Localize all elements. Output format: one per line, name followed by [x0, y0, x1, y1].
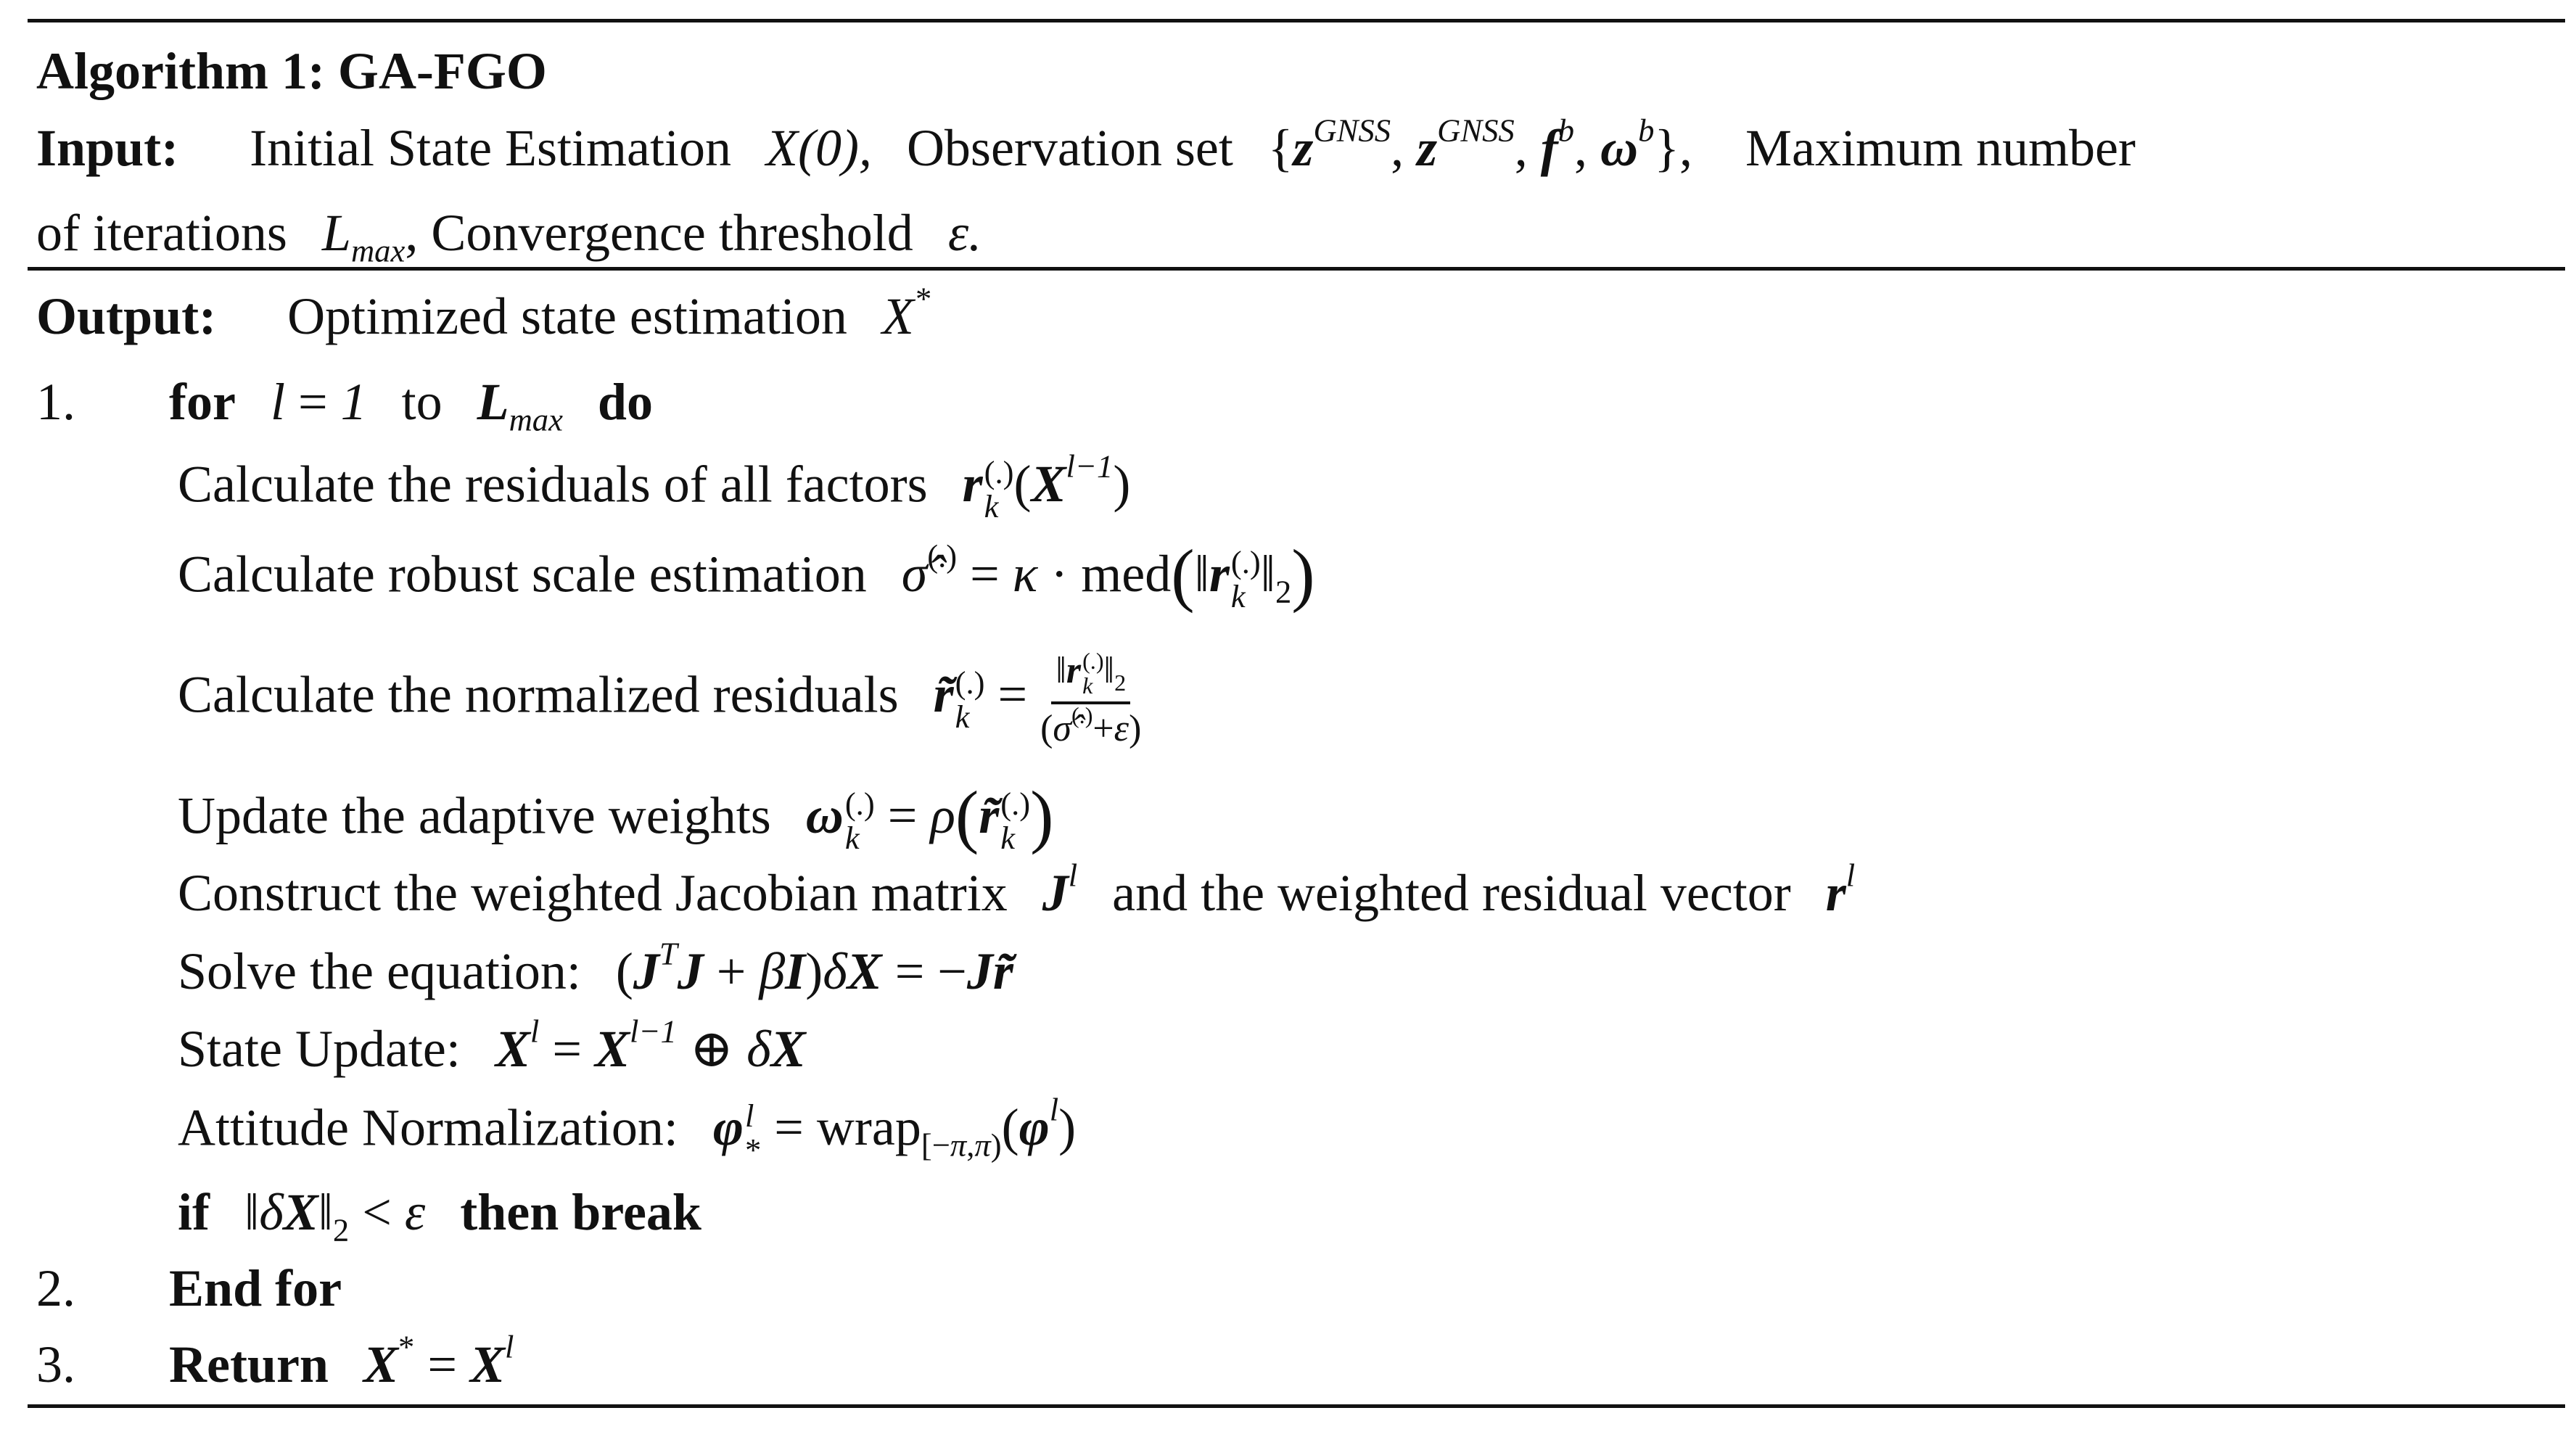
output-x: X*	[881, 280, 931, 345]
step-adaptive-weights: Update the adaptive weights ω (.) k = ρ(r̃ (.) k )	[178, 778, 1054, 856]
input-label: Input:	[36, 119, 179, 177]
step-3-return: 3. Return $X^* = X^l$	[36, 1328, 514, 1393]
step-number: 1.	[36, 373, 75, 431]
lmax: $L_{max}$,	[321, 204, 419, 269]
keyword-do: do	[597, 373, 653, 431]
robust-scale-math: σ̂(.) = κ · med(‖r (.) k $‖_2$)	[901, 536, 1315, 614]
step-attitude-normalization: Attitude Normalization: φ l * = $wrap_{[-\pi,\pi)}(\varphi^l)$	[178, 1091, 1077, 1168]
residual-math: r (.) k $(X^{l-1})$	[962, 448, 1131, 524]
input-text-4: of iterations	[36, 204, 287, 262]
step-robust-scale: Calculate robust scale estimation σ̂(.) = κ · med(‖r (.) k $‖_2$)	[178, 536, 1315, 614]
solve-math: $(J^TJ + \beta I)\delta X$ = −Jr̃	[615, 935, 1013, 1000]
output-text: Optimized state estimation	[287, 287, 847, 345]
step-construct-jacobian: Construct the weighted Jacobian matrix $J^l$ and the weighted residual vector $r^l$	[178, 857, 1856, 922]
keyword-return: Return	[169, 1335, 329, 1393]
input-line-1	[36, 112, 2136, 177]
step-normalized-residuals: Calculate the normalized residuals r̃ (.) k = ‖r (.) k $‖_2$ (σ̂(.)+ε)	[178, 648, 1142, 749]
normalized-residual-math: r̃ (.) k = ‖r (.) k $‖_2$ (σ̂(.)+ε)	[933, 648, 1142, 749]
jacobian-math: $J^l$	[1042, 857, 1078, 922]
adaptive-weights-math: ω (.) k = ρ(r̃ (.) k )	[805, 778, 1054, 856]
return-math: $X^* = X^l$	[363, 1328, 514, 1393]
step-if-break	[178, 1183, 701, 1248]
step-residuals: Calculate the residuals of all factors r (.) k $(X^{l-1})$	[178, 448, 1131, 524]
bottom-rule	[28, 1404, 2565, 1408]
input-line-2	[36, 204, 982, 269]
algorithm-title: Algorithm 1: GA-FGO	[36, 42, 547, 100]
input-eps: ε.	[947, 204, 982, 262]
middle-rule	[28, 267, 2565, 271]
input-text-2: Observation set	[906, 119, 1233, 177]
step-solve-equation: Solve the equation: $(J^TJ + \beta I)\delta X$ = −Jr̃	[178, 935, 1013, 1000]
top-rule	[28, 19, 2565, 22]
keyword-for: for	[169, 373, 236, 431]
output-line	[36, 280, 931, 345]
output-label: Output:	[36, 287, 217, 345]
input-text-5: Convergence threshold	[431, 204, 913, 262]
step-1-for-loop: 1. for l = 1 to $L_{max}$ do	[36, 373, 653, 438]
keyword-end-for: End for	[169, 1259, 342, 1317]
loop-end: $L_{max}$	[477, 373, 563, 438]
break-condition-math: $‖\delta X‖_2 < \varepsilon$	[244, 1183, 426, 1248]
state-update-math: $X^l = X^{l-1}$ ⊕ δX	[495, 1013, 806, 1078]
input-text-3: Maximum number	[1745, 119, 2136, 177]
keyword-to: to	[401, 373, 443, 431]
observation-set: {$z^{GNSS}$, $z^{GNSS}$, $f^b$, $\omega^b$},	[1267, 112, 1692, 177]
input-x0: X(0),	[766, 119, 872, 177]
residual-vector-math: $r^l$	[1825, 857, 1856, 922]
keyword-if: if	[178, 1183, 210, 1241]
loop-var: l	[270, 373, 285, 431]
input-text-1: Initial State Estimation	[250, 119, 731, 177]
step-state-update: State Update: $X^l = X^{l-1}$ ⊕ δX	[178, 1013, 806, 1078]
keyword-then-break: then break	[460, 1183, 701, 1241]
attitude-math: φ l * = $wrap_{[-\pi,\pi)}(\varphi^l)$	[712, 1091, 1077, 1168]
step-2-end-for: 2. End for	[36, 1259, 342, 1317]
